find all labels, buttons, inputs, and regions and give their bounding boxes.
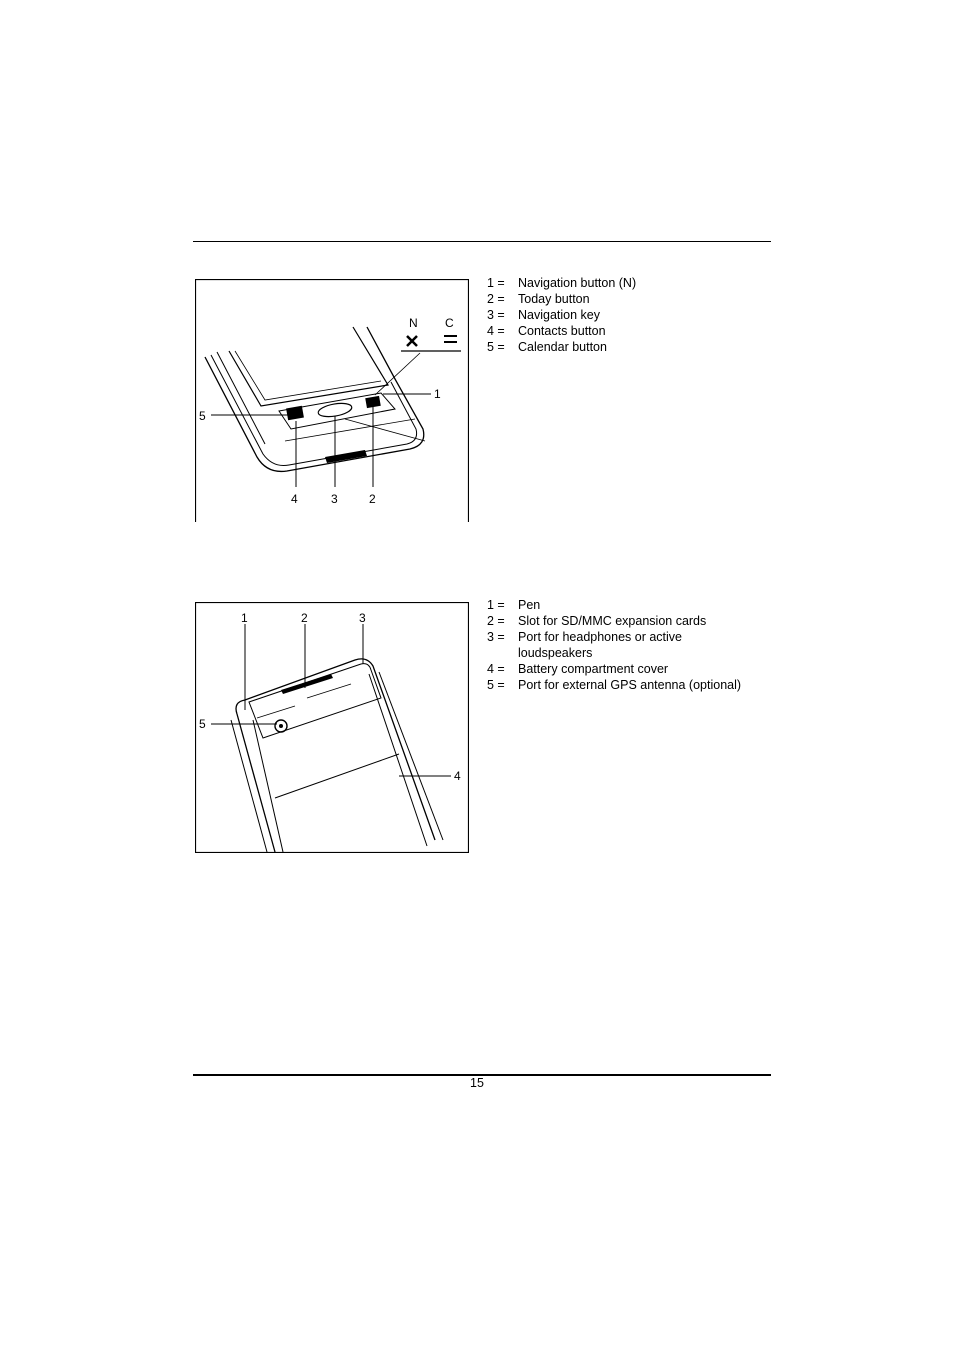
legend-item: 5 = Port for external GPS antenna (optional) xyxy=(487,678,742,692)
label-c: C xyxy=(445,316,454,330)
legend-item: 3 = Navigation key xyxy=(487,308,600,322)
callout-1: 1 xyxy=(434,387,441,401)
callout-4: 4 xyxy=(291,492,298,506)
device-front-illustration xyxy=(195,279,469,522)
device-front-drawing xyxy=(195,279,469,522)
callout-5: 5 xyxy=(199,409,206,423)
callout-2: 2 xyxy=(369,492,376,506)
figure1-legend xyxy=(487,275,787,355)
page-number: 15 xyxy=(470,1076,484,1090)
legend-item: 5 = Calendar button xyxy=(487,340,607,354)
label-n: N xyxy=(409,316,418,330)
callout-1: 1 xyxy=(241,611,248,625)
legend-item: 4 = Battery compartment cover xyxy=(487,662,669,676)
legend-item: 4 = Contacts button xyxy=(487,324,606,338)
callout-4: 4 xyxy=(454,769,461,783)
legend-item: 1 = Pen xyxy=(487,598,541,612)
device-top-illustration xyxy=(195,602,469,853)
legend-item: 2 = Today button xyxy=(487,292,590,306)
legend-item: 3 = Port for headphones or active loudspeakers xyxy=(487,630,682,660)
callout-3: 3 xyxy=(331,492,338,506)
callout-2: 2 xyxy=(301,611,308,625)
callout-3: 3 xyxy=(359,611,366,625)
figure2-legend xyxy=(487,597,787,693)
callout-5: 5 xyxy=(199,717,206,731)
header-rule xyxy=(193,241,771,242)
legend-item: 2 = Slot for SD/MMC expansion cards xyxy=(487,614,707,628)
device-top-drawing xyxy=(195,602,469,853)
legend-item: 1 = Navigation button (N) xyxy=(487,276,637,290)
